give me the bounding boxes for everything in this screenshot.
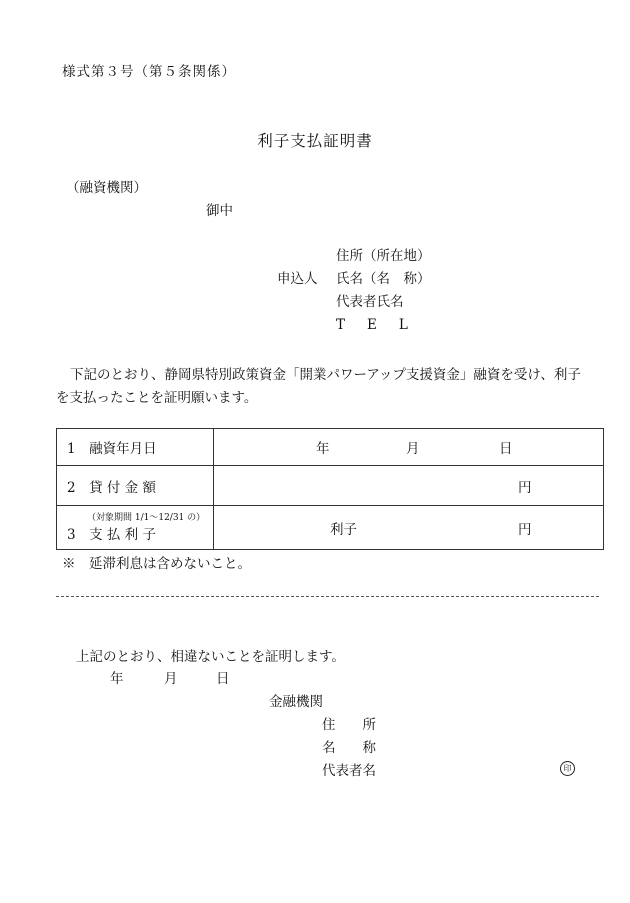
loan-amount-label: 2 貸 付 金 額 xyxy=(67,479,156,496)
interest-label: 3 支 払 利 子 xyxy=(67,527,156,543)
interest-label-cell xyxy=(57,506,214,550)
loan-date-value-cell[interactable] xyxy=(214,429,604,466)
loan-date-day: 日 xyxy=(499,441,513,457)
table-row xyxy=(57,506,604,550)
seal-mark: 印 xyxy=(560,761,575,776)
interest-text: 利子 xyxy=(330,521,357,538)
certification-statement: 上記のとおり、相違ないことを証明します。 xyxy=(76,649,345,665)
recipient-honorific: 御中 xyxy=(206,203,233,219)
interest-value-cell[interactable] xyxy=(214,506,604,550)
applicant-tel-label: TEL xyxy=(336,317,430,333)
footnote: ※ 延滞利息は含めないこと。 xyxy=(62,556,251,572)
certificate-table xyxy=(56,428,604,550)
table-row xyxy=(57,429,604,466)
loan-date-label-cell xyxy=(57,429,214,466)
loan-date-year: 年 xyxy=(316,441,330,457)
cut-line-divider xyxy=(56,596,599,597)
page-title: 利子支払証明書 xyxy=(257,132,373,150)
request-paragraph: 下記のとおり、静岡県特別政策資金「開業パワーアップ支援資金」融資を受け、利子を支払ったことを証明願います。 xyxy=(56,367,581,406)
certification-month: 月 xyxy=(164,671,178,687)
form-number: 様式第３号（第５条関係） xyxy=(62,64,236,80)
applicant-address-label: 住所（所在地） xyxy=(336,248,431,264)
loan-amount-unit: 円 xyxy=(518,479,532,496)
certification-day: 日 xyxy=(216,671,230,687)
loan-date-month: 月 xyxy=(406,441,420,457)
interest-period-note: （対象期間 1/1〜12/31 の） xyxy=(87,513,206,523)
recipient-institution: （融資機関） xyxy=(66,180,147,196)
loan-amount-label-cell xyxy=(57,466,214,506)
institution-address-label: 住 所 xyxy=(322,717,376,733)
institution-name-label: 名 称 xyxy=(322,740,376,756)
institution-representative-label: 代表者名 xyxy=(322,763,376,779)
financial-institution-label: 金融機関 xyxy=(269,694,323,710)
table-row xyxy=(57,466,604,506)
applicant-name-label: 氏名（名 称） xyxy=(336,271,431,287)
certification-year: 年 xyxy=(110,671,124,687)
loan-amount-value-cell[interactable] xyxy=(214,466,604,506)
applicant-role-label: 申込人 xyxy=(277,271,318,287)
interest-unit: 円 xyxy=(518,521,532,538)
applicant-representative-label: 代表者氏名 xyxy=(336,294,404,310)
loan-date-label: 1 融資年月日 xyxy=(67,441,157,457)
